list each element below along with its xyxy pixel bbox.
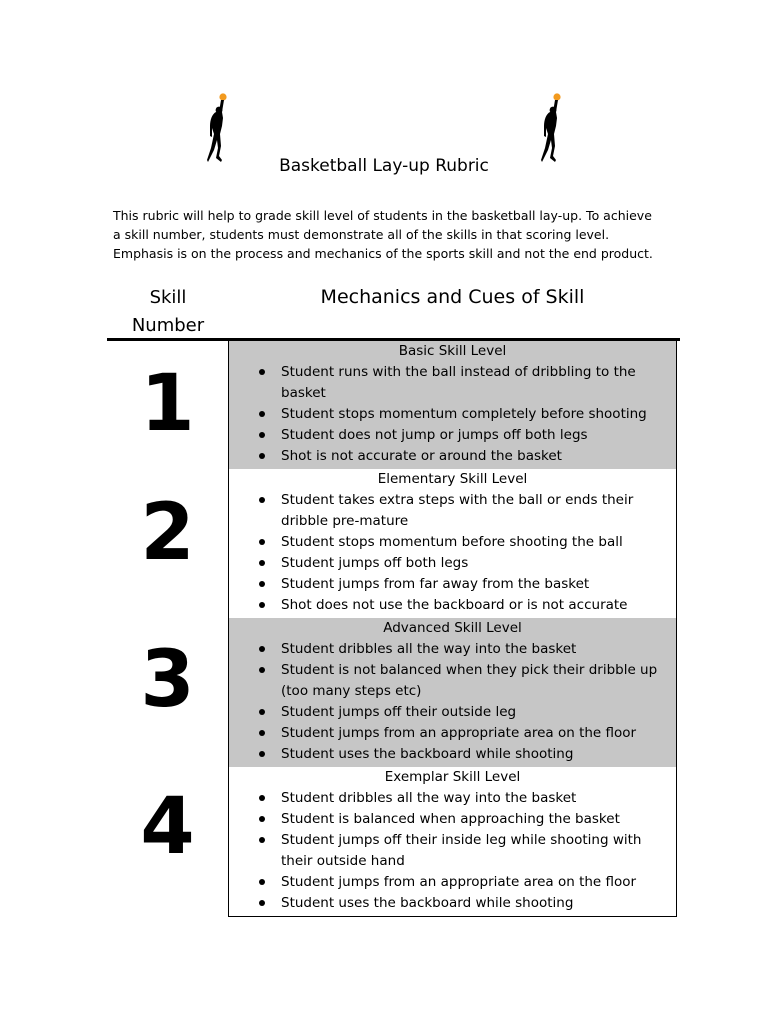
- skill-level-4: [229, 767, 676, 916]
- level-title: Elementary Skill Level: [377, 471, 528, 487]
- criteria-item: Student stops momentum completely before shooting: [249, 404, 666, 425]
- skill-header-line: Skill: [149, 287, 187, 308]
- criteria-item: Student is balanced when approaching the basket: [249, 809, 666, 830]
- criteria-item: Student uses the backboard while shooting: [249, 744, 666, 765]
- rubric-table: [228, 341, 677, 917]
- criteria-item: Student does not jump or jumps off both legs: [249, 425, 666, 446]
- criteria-item: Student jumps off their outside leg: [249, 702, 666, 723]
- criteria-item: Student dribbles all the way into the basket: [249, 788, 666, 809]
- criteria-item: Student is not balanced when they pick their dribble up (too many steps etc): [249, 660, 666, 702]
- criteria-item: Shot is not accurate or around the basket: [249, 446, 666, 467]
- criteria-item: Student uses the backboard while shooting: [249, 893, 666, 914]
- skill-number-1: 1: [140, 359, 195, 449]
- skill-number-header: [108, 284, 228, 340]
- skill-number-4: 4: [140, 782, 195, 872]
- level-criteria-list: [249, 362, 666, 467]
- number-header-line: Number: [131, 315, 205, 336]
- skill-level-1: [229, 341, 676, 469]
- criteria-item: Student jumps off both legs: [249, 553, 666, 574]
- criteria-item: Student dribbles all the way into the basket: [249, 639, 666, 660]
- page-title: Basketball Lay-up Rubric: [279, 156, 489, 176]
- skill-level-2: [229, 469, 676, 618]
- skill-level-3: [229, 618, 676, 767]
- criteria-item: Student stops momentum before shooting the ball: [249, 532, 666, 553]
- criteria-item: Student runs with the ball instead of dribbling to the basket: [249, 362, 666, 404]
- level-criteria-list: [249, 490, 666, 616]
- level-title: Basic Skill Level: [398, 343, 507, 359]
- criteria-item: Student jumps from an appropriate area on the floor: [249, 723, 666, 744]
- intro-paragraph: This rubric will help to grade skill level of students in the basketball lay-up. To achieve a skill number, students must demonstrate all of the skills in that scoring level. Emphasis is on the process and mechanics of the sports skill and not the end product.: [113, 208, 653, 261]
- skill-number-2: 2: [140, 488, 195, 578]
- criteria-item: Student jumps from far away from the basket: [249, 574, 666, 595]
- criteria-item: Student takes extra steps with the ball or ends their dribble pre-mature: [249, 490, 666, 532]
- level-criteria-list: [249, 639, 666, 765]
- level-title: Exemplar Skill Level: [384, 769, 521, 785]
- level-title: Advanced Skill Level: [383, 620, 522, 636]
- level-criteria-list: [249, 788, 666, 914]
- mechanics-header: Mechanics and Cues of Skill: [320, 286, 585, 308]
- criteria-item: Student jumps off their inside leg while shooting with their outside hand: [249, 830, 666, 872]
- criteria-item: Student jumps from an appropriate area on the floor: [249, 872, 666, 893]
- skill-number-3: 3: [140, 635, 195, 725]
- criteria-item: Shot does not use the backboard or is not accurate: [249, 595, 666, 616]
